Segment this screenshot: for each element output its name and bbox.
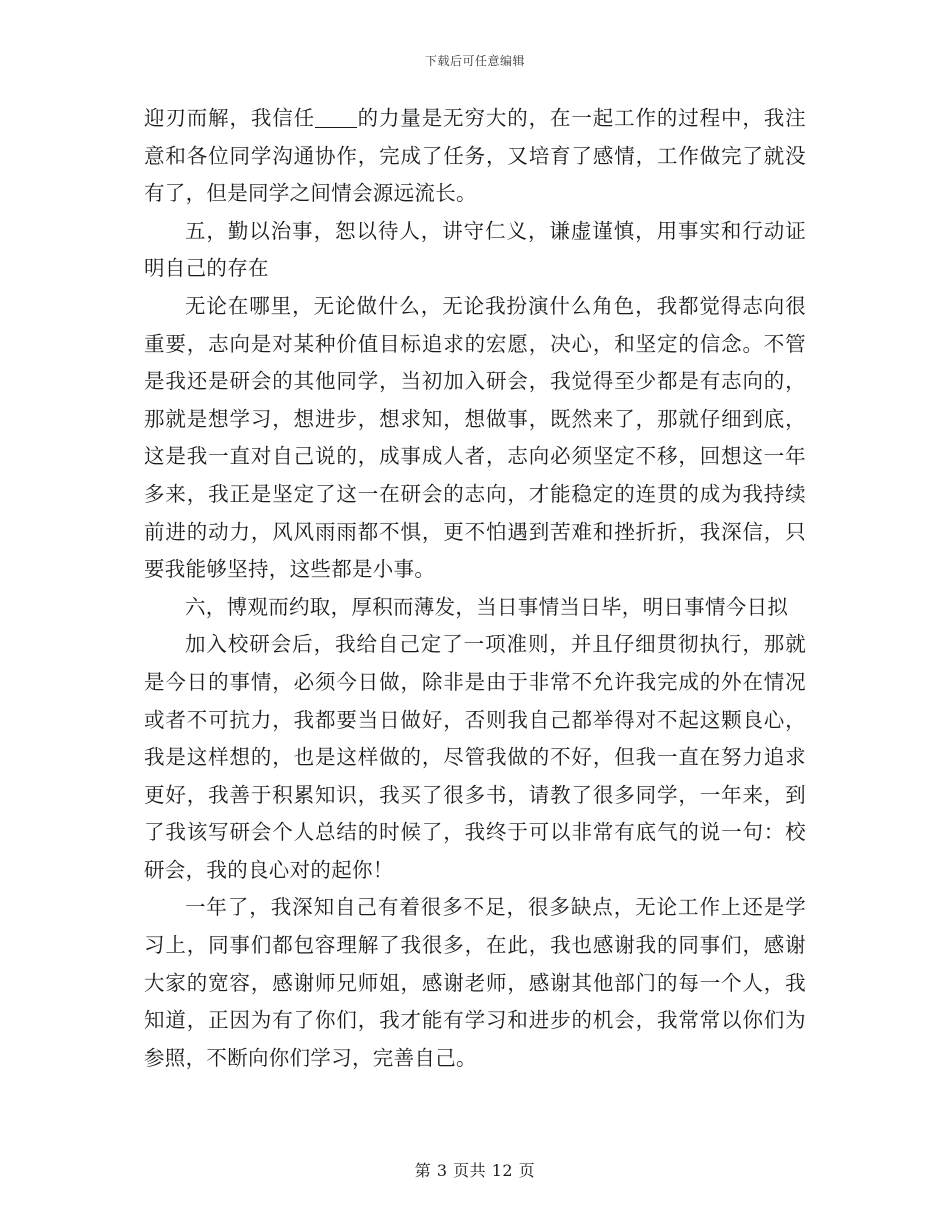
- paragraph-daily-rule: 加入校研会后，我给自己定了一项准则，并且仔细贯彻执行，那就是今日的事情，必须今日做，除非是由于非常不允许我完成的外在情况或者不可抗力，我都要当日做好，否则我自己都举得对不起这颗良心，我是这样想的，也是这样做的，尽管我做的不好，但我一直在努力追求更好，我善于积累知识，我买了很多书，请教了很多同学，一年来，到了我该写研会个人总结的时候了，我终于可以非常有底气的说一句：校研会，我的良心对的起你！: [144, 632, 806, 882]
- paragraph-text-after-blank: 的力量是无穷大的，在一起工作的过程中，我注意和各位同学沟通协作，完成了任务，又培育了感情，工作做完了就没有了，但是同学之间情会源远流长。: [144, 106, 806, 206]
- section-heading-six: 六，博观而约取，厚积而薄发，当日事情当日毕，明日事情今日拟: [185, 594, 789, 619]
- paragraph-ambition: 无论在哪里，无论做什么，无论我扮演什么角色，我都觉得志向很重要，志向是对某种价值目标追求的宏愿，决心，和坚定的信念。不管是我还是研会的其他同学，当初加入研会，我觉得至少都是有志向的，那就是想学习，想进步，想求知，想做事，既然来了，那就仔细到底，这是我一直对自己说的，成事成人者，志向必须坚定不移，回想这一年多来，我正是坚定了这一在研会的志向，才能稳定的连贯的成为我持续前进的动力，风风雨雨都不惧，更不怕遇到苦难和挫折折，我深信，只要我能够坚持，这些都是小事。: [144, 293, 806, 582]
- page-header: 下载后可任意编辑: [424, 54, 525, 68]
- document-body: [144, 100, 806, 1077]
- page-number: 第 3 页共 12 页: [414, 1161, 536, 1180]
- fill-in-blank: [315, 107, 357, 128]
- section-heading-five: 五，勤以治事，恕以待人，讲守仁义，谦虚谨慎，用事实和行动证明自己的存在: [144, 218, 806, 281]
- paragraph-text-before-blank: 迎刃而解，我信任: [144, 106, 316, 130]
- paragraph-continuation: [144, 100, 806, 213]
- paragraph-gratitude: 一年了，我深知自己有着很多不足，很多缺点，无论工作上还是学习上，同事们都包容理解了我很多，在此，我也感谢我的同事们，感谢大家的宽容，感谢师兄师姐，感谢老师，感谢其他部门的每一个人，我知道，正因为有了你们，我才能有学习和进步的机会，我常常以你们为参照，不断向你们学习，完善自己。: [144, 895, 806, 1070]
